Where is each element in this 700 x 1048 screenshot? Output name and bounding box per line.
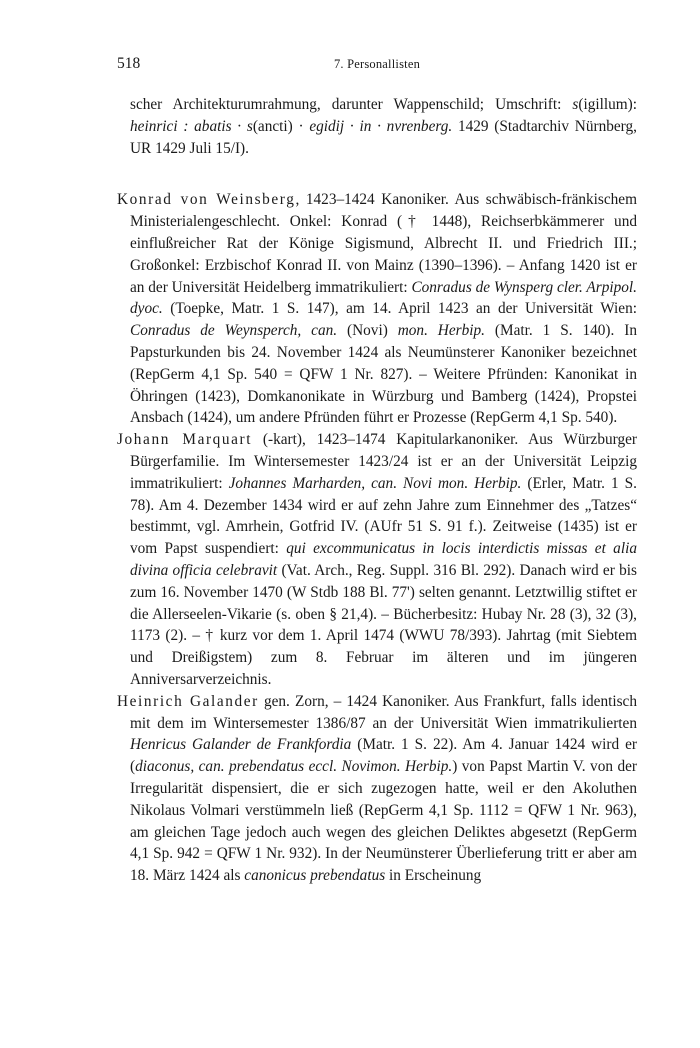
italic-run: mon. Herbip. [397, 322, 485, 340]
italic-run: Conradus de Weynsperch, can. [130, 322, 338, 340]
entry-name: Johann Marquart [117, 431, 253, 449]
text-run: (Matr. 1 S. 22). Am 4. Januar 1424 wird er ( [130, 736, 637, 776]
italic-run: qui excommunicatus in locis interdictis missas et alia divina officia celebravit [130, 540, 637, 579]
page-number: 518 [117, 55, 141, 72]
italic-run: Conradus de Wynsperg cler. Arpipol. dyoc. [130, 278, 637, 318]
italic-run: Henricus Galander de Frankfordia [130, 736, 352, 754]
text-run: (Matr. 1 S. 140). In Papsturkunden bis 24. November 1424 als Neumünsterer Kanoniker bezeichnet (RepGerm 4,1 Sp. 540 = QFW 1 Nr. 827). – Weitere Pfründen: Kanonikat in Öhringen (1423), Domkanonikate in Würzburg und Bamberg (1424), Propstei Ansbach (1424), um andere Pfründen führt er Prozesse (RepGerm 4,1 Sp. 540). [130, 322, 637, 427]
entry-continuation [117, 94, 637, 159]
text-run: ) von Papst Martin V. von der Irregularität dispensiert, die er sich zugezogen hatte, weil er den Akoluthen Nikolaus Volmari verstümmeln ließ (RepGerm 4,1 Sp. 1112 = QFW 1 Nr. 963), am gleichen Tage jedoch auch wegen des gleichen Deliktes abgesetzt (RepGerm 4,1 Sp. 942 = QFW 1 Nr. 932). In der Neumünsterer Überlieferung tritt er aber am 18. März 1424 als [130, 758, 637, 885]
italic-run: diaconus, can. prebendatus eccl. Novimon. Herbip. [135, 758, 453, 776]
text-run: (Erler, Matr. 1 S. 78). Am 4. Dezember 1434 wird er auf zehn Jahre zum Einnehmer des „Tatzes“ bestimmt, vgl. Amrhein, Gotfrid IV. (AUfr 51 S. 91 f.). Zeitweise (1435) ist er vom Papst suspendiert: [130, 474, 637, 558]
text-run: , 1423–1424 Kanoniker. Aus schwäbisch-fränkischem Ministerialengeschlecht. Onkel: Konrad († 1448), Reichserbkämmerer und einflußreicher Rat der Könige Sigismund, Albrecht II. und Friedrich III.; Großonkel: Erzbischof Konrad II. von Mainz (1390–1396). – Anfang 1420 ist er an der Universität Heidelberg immatrikuliert: [130, 191, 637, 296]
italic-run: Johannes Marharden, can. Novi mon. Herbip. [228, 474, 522, 492]
entry-heinrich-galander [117, 691, 637, 887]
page-body [117, 94, 637, 887]
entry-konrad-von-weinsberg [117, 189, 637, 429]
italic-run: egidij · in · nvrenberg. [309, 117, 453, 135]
entry-name: Konrad von Weinsberg [117, 191, 296, 209]
text-run: in Erscheinung [385, 867, 482, 885]
entry-name: Heinrich Galander [117, 692, 259, 710]
text-run: (Novi) [337, 322, 398, 340]
text-run: scher Architekturumrahmung, darunter Wappenschild; Umschrift: [130, 96, 573, 113]
text-run: (Toepke, Matr. 1 S. 147), am 14. April 1423 an der Universität Wien: [162, 300, 637, 318]
text-run: (igillum): [578, 96, 637, 113]
page-header [117, 55, 637, 79]
italic-run: canonicus prebendatus [244, 867, 386, 885]
entry-johann-marquart [117, 429, 637, 691]
running-head: 7. Personallisten [333, 57, 421, 71]
text-run: 1429 (Stadtarchiv Nürnberg, UR 1429 Juli 15/I). [130, 117, 637, 157]
text-run: gen. Zorn, – 1424 Kanoniker. Aus Frankfurt, falls identisch mit dem im Wintersemester 1386/87 an der Universität Wien immatrikulierten [130, 692, 637, 732]
text-run: (Vat. Arch., Reg. Suppl. 316 Bl. 292). Danach wird er bis zum 16. November 1470 (W Stdb 188 Bl. 77') selten genannt. Letztwillig stiftet er die Allerseelen-Vikarie (s. oben § 21,4). – Bücherbesitz: Hubay Nr. 28 (3), 32 (3), 1173 (2). – † kurz vor dem 1. April 1474 (WWU 78/393). Jahrtag (mit Siebtem und Dreißigstem) zum 8. Februar im älteren und im jüngeren Anniversarverzeichnis. [130, 561, 637, 688]
text-run: (-kart), 1423–1474 Kapitularkanoniker. Aus Würzburger Bürgerfamilie. Im Wintersemester 1423/24 ist er an der Universität Leipzig immatrikuliert: [130, 431, 637, 492]
italic-run: s [572, 96, 579, 113]
italic-run: heinrici : abatis · s [130, 117, 253, 135]
text-run: (ancti) · [252, 117, 310, 135]
